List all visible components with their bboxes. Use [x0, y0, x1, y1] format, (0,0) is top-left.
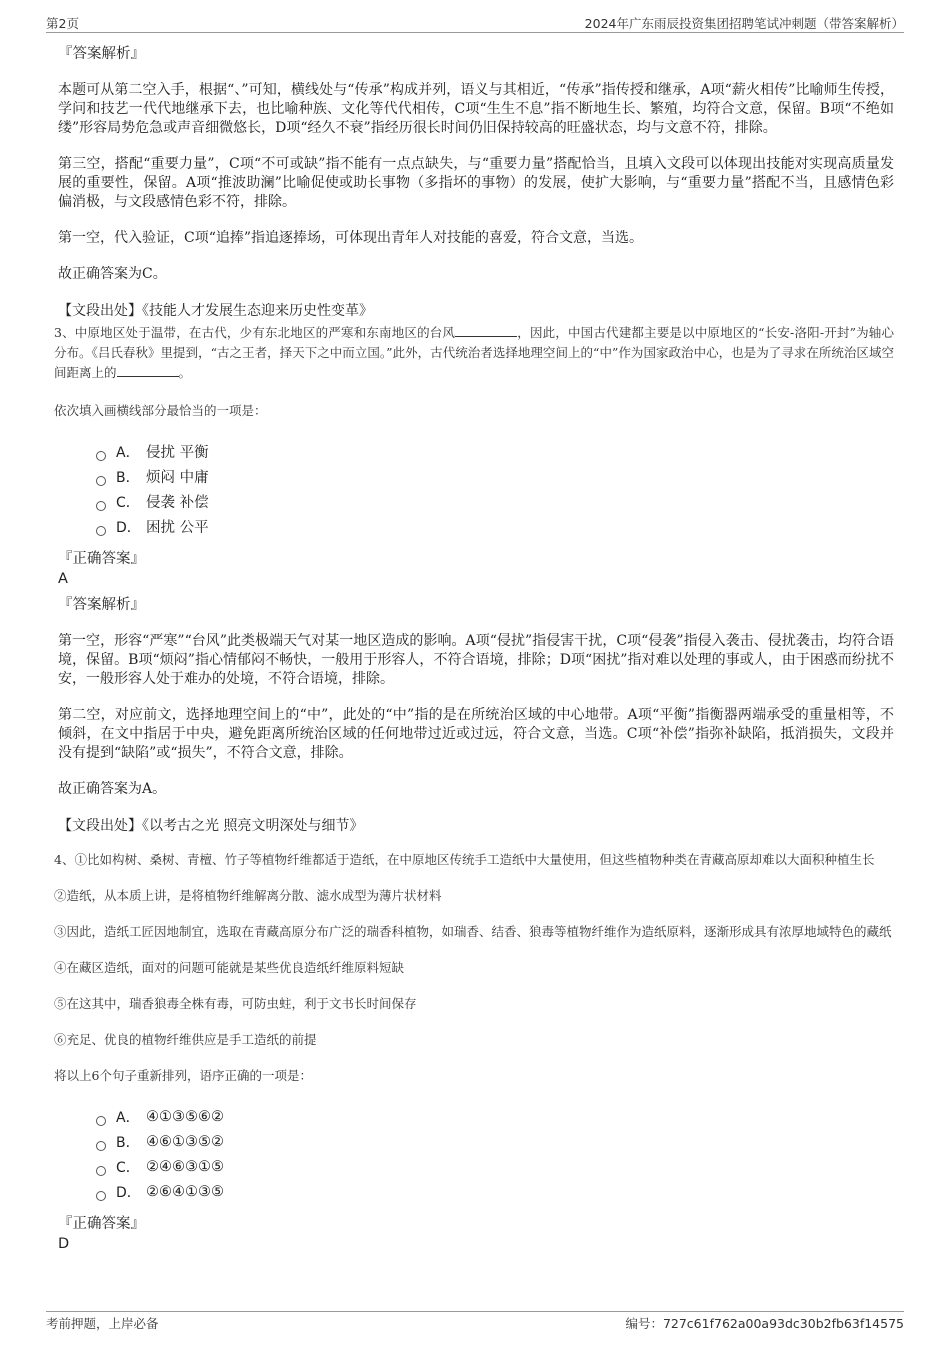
radio-icon[interactable]	[96, 451, 106, 461]
q3-blank-1	[455, 324, 517, 337]
option-letter: B．	[116, 469, 140, 486]
document-code: 编号：727c61f762a00a93dc30b2fb63f14575	[625, 1316, 904, 1331]
option-text: 烦闷 中庸	[146, 470, 209, 486]
page-footer	[46, 1311, 904, 1336]
option-letter: C．	[116, 494, 140, 511]
option-letter: B．	[116, 1134, 140, 1151]
option-text: 侵袭 补偿	[146, 495, 209, 511]
q4-sentence: 4、①比如构树、桑树、青檀、竹子等植物纤维都适于造纸，在中原地区传统手工造纸中大量使用，但这些植物种类在青藏高原却难以大面积种植生长	[54, 852, 875, 867]
q3-text-middle: ，因此，中国古代建都主要是以中原地区的“长安-洛阳-开封”为轴心分布。《吕氏春秋》里提到，“古之王者，择天下之中而立国。”此外，古代统治者选择地理空间上的“中”作为国家政治中心，也是为了寻求在所统治区域空间距离上的	[54, 325, 894, 380]
q4-options	[96, 1104, 894, 1204]
q2-analysis-paragraph: 第一空，代入验证，C项“追捧”指追逐捧场，可体现出青年人对技能的喜爱，符合文意，当选。	[58, 230, 644, 246]
option-text: ②④⑥③①⑤	[146, 1158, 224, 1175]
page-header	[46, 12, 904, 33]
q3-conclusion: 故正确答案为A。	[58, 781, 167, 797]
q4-answer: D	[58, 1236, 70, 1252]
option-text: ②⑥④①③⑤	[146, 1183, 224, 1200]
q4-sentence: ③因此，造纸工匠因地制宜，选取在青藏高原分布广泛的瑞香科植物，如瑞香、结香、狼毒等植物纤维作为造纸原料，逐渐形成具有浓厚地域特色的藏纸	[54, 924, 892, 939]
q2-analysis-label: 『答案解析』	[58, 46, 145, 62]
q4-answer-label: 『正确答案』	[58, 1216, 145, 1232]
page-number: 第2页	[46, 16, 79, 31]
radio-icon[interactable]	[96, 476, 106, 486]
q3-analysis-paragraph: 第一空，形容“严寒”“台风”此类极端天气对某一地区造成的影响。A项“侵扰”指侵害干扰，C项“侵袭”指侵入袭击、侵扰袭击，均符合语境，保留。B项“烦闷”指心情郁闷不畅快，一般用于形容人，不符合语境，排除；D项“困扰”指对难以处理的事或人，由于困惑而纷扰不安，一般形容人处于难办的处境，不符合语境，排除。	[58, 633, 894, 687]
q4-option-a[interactable]	[96, 1104, 894, 1129]
q4-sentence: ②造纸，从本质上讲，是将植物纤维解离分散、滤水成型为薄片状材料	[54, 888, 442, 903]
q3-option-d[interactable]	[96, 514, 894, 539]
q2-analysis-paragraph: 第三空，搭配“重要力量”，C项“不可或缺”指不能有一点点缺失，与“重要力量”搭配恰当，且填入文段可以体现出技能对实现高质量发展的重要性，保留。A项“推波助澜”比喻促使或助长事物（多指坏的事物）的发展，使扩大影响，与“重要力量”搭配不当，且感情色彩偏消极，与文段感情色彩不符，排除。	[58, 156, 894, 210]
q3-answer: A	[58, 571, 68, 587]
option-text: 困扰 公平	[146, 520, 209, 536]
radio-icon[interactable]	[96, 1141, 106, 1151]
q4-sentence: ⑤在这其中，瑞香狼毒全株有毒，可防虫蛀，利于文书长时间保存	[54, 996, 417, 1011]
option-text: ④⑥①③⑤②	[146, 1133, 224, 1150]
radio-icon[interactable]	[96, 1191, 106, 1201]
q3-blank-2	[117, 364, 179, 377]
radio-icon[interactable]	[96, 1166, 106, 1176]
q2-analysis-paragraph: 本题可从第二空入手，根据“、”可知，横线处与“传承”构成并列，语义与其相近，“传承”指传授和继承，A项“薪火相传”比喻师生传授，学问和技艺一代代地继承下去，也比喻种族、文化等代代相传，C项“生生不息”指不断地生长、繁殖，均符合文意，保留。B项“不绝如缕”形容局势危急或声音细微悠长，D项“经久不衰”指经历很长时间仍旧保持较高的旺盛状态，均与文意不符，排除。	[58, 82, 894, 136]
option-text: ④①③⑤⑥②	[146, 1108, 224, 1125]
q4-sentence: ⑥充足、优良的植物纤维供应是手工造纸的前提	[54, 1032, 317, 1047]
q3-answer-label: 『正确答案』	[58, 551, 145, 567]
page-content	[56, 44, 894, 1260]
q4-option-d[interactable]	[96, 1179, 894, 1204]
option-letter: A．	[116, 444, 140, 461]
document-title: 2024年广东雨辰投资集团招聘笔试冲刺题（带答案解析）	[584, 16, 904, 31]
q3-text-before: 3、中原地区处于温带，在古代，少有东北地区的严寒和东南地区的台风	[54, 325, 456, 340]
q3-analysis-label: 『答案解析』	[58, 597, 145, 613]
q2-conclusion: 故正确答案为C。	[58, 266, 167, 282]
q3-text-end: 。	[178, 365, 192, 380]
option-letter: A．	[116, 1109, 140, 1126]
q3-prompt: 依次填入画横线部分最恰当的一项是：	[54, 403, 267, 418]
q4-option-b[interactable]	[96, 1129, 894, 1154]
q3-source: 【文段出处】《以考古之光 照亮文明深处与细节》	[58, 818, 364, 834]
q4-option-c[interactable]	[96, 1154, 894, 1179]
radio-icon[interactable]	[96, 1116, 106, 1126]
q4-prompt: 将以上6个句子重新排列，语序正确的一项是：	[54, 1068, 312, 1083]
q3-option-b[interactable]	[96, 464, 894, 489]
q4-sentence: ④在藏区造纸，面对的问题可能就是某些优良造纸纤维原料短缺	[54, 960, 405, 975]
radio-icon[interactable]	[96, 501, 106, 511]
option-letter: D．	[116, 519, 141, 536]
q3-question	[54, 323, 894, 383]
q3-option-a[interactable]	[96, 439, 894, 464]
option-text: 侵扰 平衡	[146, 445, 209, 461]
footer-slogan: 考前押题，上岸必备	[46, 1316, 159, 1331]
q3-options	[96, 439, 894, 539]
q3-option-c[interactable]	[96, 489, 894, 514]
q2-source: 【文段出处】《技能人才发展生态迎来历史性变革》	[58, 303, 373, 319]
q3-analysis-paragraph: 第二空，对应前文，选择地理空间上的“中”，此处的“中”指的是在所统治区域的中心地带。A项“平衡”指衡器两端承受的重量相等，不倾斜，在文中指居于中央，避免距离所统治区域的任何地带过近或过远，符合文意，当选。C项“补偿”指弥补缺陷，抵消损失，文段并没有提到“缺陷”或“损失”，不符合文意，排除。	[58, 707, 894, 761]
option-letter: C．	[116, 1159, 140, 1176]
radio-icon[interactable]	[96, 526, 106, 536]
option-letter: D．	[116, 1184, 141, 1201]
